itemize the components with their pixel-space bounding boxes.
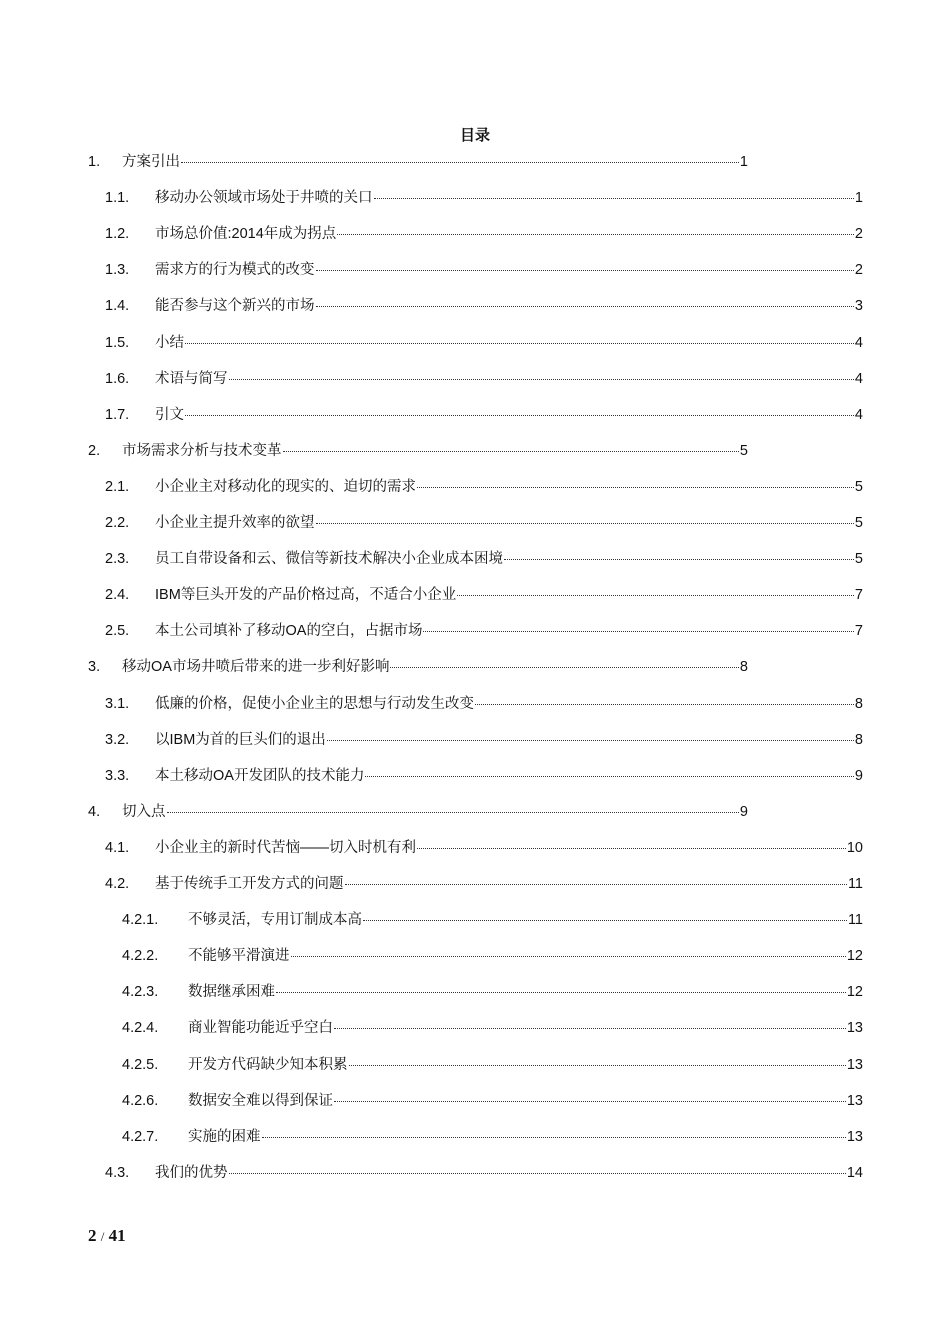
toc-dot-leader (349, 1064, 846, 1066)
toc-entry-number: 1. (88, 154, 101, 170)
toc-entry-page: 4 (854, 334, 863, 351)
toc-dot-leader (185, 414, 854, 416)
toc-entry-page: 13 (846, 1128, 863, 1145)
toc-entry[interactable] (105, 830, 863, 866)
toc-dot-leader (181, 161, 739, 163)
toc-entry-page: 5 (739, 442, 748, 459)
toc-entry-number: 1.4. (105, 298, 130, 315)
toc-entry-page: 1 (854, 190, 863, 207)
toc-entry-page: 11 (847, 912, 863, 929)
toc-dot-leader (276, 991, 846, 993)
toc-entry[interactable] (122, 938, 863, 974)
toc-entry-number: 3. (88, 659, 101, 676)
toc-entry-title: 数据继承困难 (188, 984, 275, 1001)
toc-entry-page: 8 (854, 695, 863, 712)
toc-entry-number: 4.2.7. (122, 1128, 159, 1145)
toc-entry[interactable] (88, 794, 748, 830)
toc-entry-number: 4.2.2. (122, 948, 159, 965)
toc-entry-title: 市场总价值:2014年成为拐点 (155, 226, 337, 243)
page-footer (88, 1226, 126, 1246)
toc-entry-page: 13 (846, 1056, 863, 1073)
toc-entry-title: 商业智能功能近乎空白 (188, 1020, 333, 1037)
toc-dot-leader (457, 594, 854, 596)
toc-entry-title: 方案引出 (122, 154, 180, 170)
toc-dot-leader (423, 630, 853, 632)
toc-entry[interactable] (105, 288, 863, 324)
toc-entry-title: 员工自带设备和云、微信等新技术解决小企业成本困境 (155, 551, 503, 568)
toc-dot-leader (283, 450, 739, 452)
toc-entry-title: 不能够平滑演进 (188, 948, 290, 965)
toc-dot-leader (334, 1100, 846, 1102)
toc-entry-page: 7 (854, 587, 863, 604)
toc-entry-page: 8 (739, 659, 748, 676)
toc-entry-page: 9 (739, 803, 748, 820)
toc-entry-page: 7 (854, 623, 863, 640)
toc-dot-leader (345, 883, 847, 885)
toc-entry-title: 实施的困难 (188, 1128, 261, 1145)
toc-entry-number: 1.1. (105, 190, 130, 207)
toc-entry-number: 4.2.1. (122, 912, 159, 929)
toc-entry-page: 5 (854, 478, 863, 495)
toc-entry[interactable] (122, 1010, 863, 1046)
toc-entry-page: 13 (846, 1020, 863, 1037)
toc-entry-number: 4.1. (105, 839, 130, 856)
toc-entry-page: 10 (846, 839, 863, 856)
toc-entry-page: 13 (846, 1092, 863, 1109)
toc-entry-title: 开发方代码缺少知本积累 (188, 1056, 348, 1073)
toc-entry[interactable] (105, 686, 863, 722)
toc-dot-leader (229, 378, 854, 380)
toc-entry[interactable] (105, 613, 863, 649)
toc-entry-number: 2.5. (105, 623, 130, 640)
toc-entry-page: 11 (847, 876, 863, 892)
toc-entry[interactable] (105, 325, 863, 361)
toc-entry[interactable] (105, 180, 863, 216)
toc-entry-title: 小企业主对移动化的现实的、迫切的需求 (155, 478, 416, 495)
toc-entry[interactable] (88, 649, 748, 685)
toc-entry-page: 2 (854, 262, 863, 279)
toc-entry[interactable] (105, 1155, 863, 1191)
toc-entry-title: 能否参与这个新兴的市场 (155, 298, 315, 315)
toc-entry-number: 3.2. (105, 731, 130, 748)
toc-entry-title: 低廉的价格，促使小企业主的思想与行动发生改变 (155, 695, 474, 712)
toc-entry-title: 不够灵活，专用订制成本高 (188, 912, 362, 929)
toc-dot-leader (167, 811, 739, 813)
toc-entry-number: 1.3. (105, 262, 130, 279)
toc-dot-leader (316, 522, 854, 524)
toc-entry[interactable] (122, 974, 863, 1010)
toc-dot-leader (334, 1027, 846, 1029)
toc-entry-number: 4.2. (105, 876, 130, 892)
toc-entry[interactable] (105, 505, 863, 541)
toc-dot-leader (316, 269, 854, 271)
toc-entry-number: 1.6. (105, 370, 130, 387)
toc-entry-number: 1.7. (105, 406, 130, 423)
toc-entry-title: 以IBM为首的巨头们的退出 (155, 731, 326, 748)
current-page-number: 2 (88, 1226, 97, 1245)
toc-entry-number: 4.2.3. (122, 984, 159, 1001)
toc-entry[interactable] (105, 541, 863, 577)
toc-entry[interactable] (122, 1083, 863, 1119)
toc-entry-title: 小结 (155, 334, 184, 351)
toc-dot-leader (327, 739, 854, 741)
toc-entry-title: 市场需求分析与技术变革 (122, 442, 282, 459)
total-pages-number: 41 (108, 1226, 126, 1245)
toc-entry-title: 需求方的行为模式的改变 (155, 262, 315, 279)
toc-dot-leader (363, 919, 847, 921)
toc-entry-page: 12 (846, 984, 863, 1001)
toc-entry-number: 1.2. (105, 226, 130, 243)
toc-entry[interactable] (105, 577, 863, 613)
toc-entry-page: 4 (854, 406, 863, 423)
toc-entry-number: 2.1. (105, 478, 130, 495)
toc-entry-number: 4.2.4. (122, 1020, 159, 1037)
toc-entry-page: 5 (854, 515, 863, 531)
toc-entry[interactable] (88, 433, 748, 469)
toc-entry-page: 3 (854, 298, 863, 315)
toc-dot-leader (291, 955, 846, 957)
page-separator: / (100, 1229, 105, 1244)
toc-entry-page: 2 (854, 226, 863, 243)
toc-entry[interactable] (105, 397, 863, 433)
toc-dot-leader (185, 342, 854, 344)
toc-entry-number: 2.3. (105, 551, 130, 568)
toc-entry-page: 5 (854, 551, 863, 568)
toc-entry-title: IBM等巨头开发的产品价格过高，不适合小企业 (155, 587, 457, 604)
toc-entry[interactable] (122, 1119, 863, 1155)
toc-entry-title: 小企业主的新时代苦恼——切入时机有利 (155, 839, 416, 856)
toc-entry-page: 12 (846, 948, 863, 965)
toc-entry-title: 本土移动OA开发团队的技术能力 (155, 767, 365, 784)
toc-entry-number: 2. (88, 442, 101, 459)
toc-entry-title: 切入点 (122, 803, 166, 820)
toc-dot-leader (337, 233, 854, 235)
toc-entry[interactable] (122, 902, 863, 938)
toc-entry[interactable] (88, 144, 748, 180)
toc-entry-title: 我们的优势 (155, 1164, 228, 1181)
toc-entry-title: 术语与简写 (155, 370, 228, 387)
toc-entry-number: 4.2.6. (122, 1092, 159, 1109)
toc-entry-title: 本土公司填补了移动OA的空白，占据市场 (155, 623, 423, 640)
toc-entry-number: 2.2. (105, 515, 130, 531)
toc-entry-number: 3.3. (105, 767, 130, 784)
toc-entry-number: 3.1. (105, 695, 130, 712)
toc-entry-number: 2.4. (105, 587, 130, 604)
toc-entry[interactable] (105, 361, 863, 397)
toc-entry[interactable] (105, 252, 863, 288)
toc-entry-title: 移动OA市场井喷后带来的进一步利好影响 (122, 659, 390, 676)
toc-entry-page: 9 (854, 767, 863, 784)
toc-dot-leader (417, 847, 846, 849)
toc-entry-title: 移动办公领域市场处于井喷的关口 (155, 190, 373, 207)
toc-entry-title: 引文 (155, 406, 184, 423)
toc-dot-leader (316, 305, 854, 307)
toc-dot-leader (262, 1136, 846, 1138)
toc-entry[interactable] (105, 469, 863, 505)
toc-title: 目录 (459, 127, 490, 144)
toc-entry-page: 8 (854, 731, 863, 748)
toc-entry[interactable] (105, 866, 863, 902)
toc-dot-leader (365, 775, 853, 777)
toc-entry-title: 基于传统手工开发方式的问题 (155, 876, 344, 892)
toc-entry[interactable] (105, 758, 863, 794)
toc-entry-number: 4. (88, 803, 101, 820)
toc-dot-leader (229, 1172, 846, 1174)
toc-dot-leader (417, 486, 854, 488)
toc-entry[interactable] (105, 722, 863, 758)
toc-entry-page: 4 (854, 370, 863, 387)
toc-entry-number: 4.3. (105, 1164, 130, 1181)
toc-entry-page: 14 (846, 1164, 863, 1181)
toc-entry-page: 1 (739, 154, 748, 170)
toc-dot-leader (374, 197, 854, 199)
toc-dot-leader (504, 558, 854, 560)
toc-entry[interactable] (122, 1047, 863, 1083)
toc-entry-number: 4.2.5. (122, 1056, 159, 1073)
toc-entry-title: 数据安全难以得到保证 (188, 1092, 333, 1109)
toc-entry[interactable] (105, 216, 863, 252)
toc-dot-leader (475, 703, 854, 705)
toc-entry-title: 小企业主提升效率的欲望 (155, 515, 315, 531)
toc-dot-leader (390, 666, 738, 668)
toc-entry-number: 1.5. (105, 334, 130, 351)
